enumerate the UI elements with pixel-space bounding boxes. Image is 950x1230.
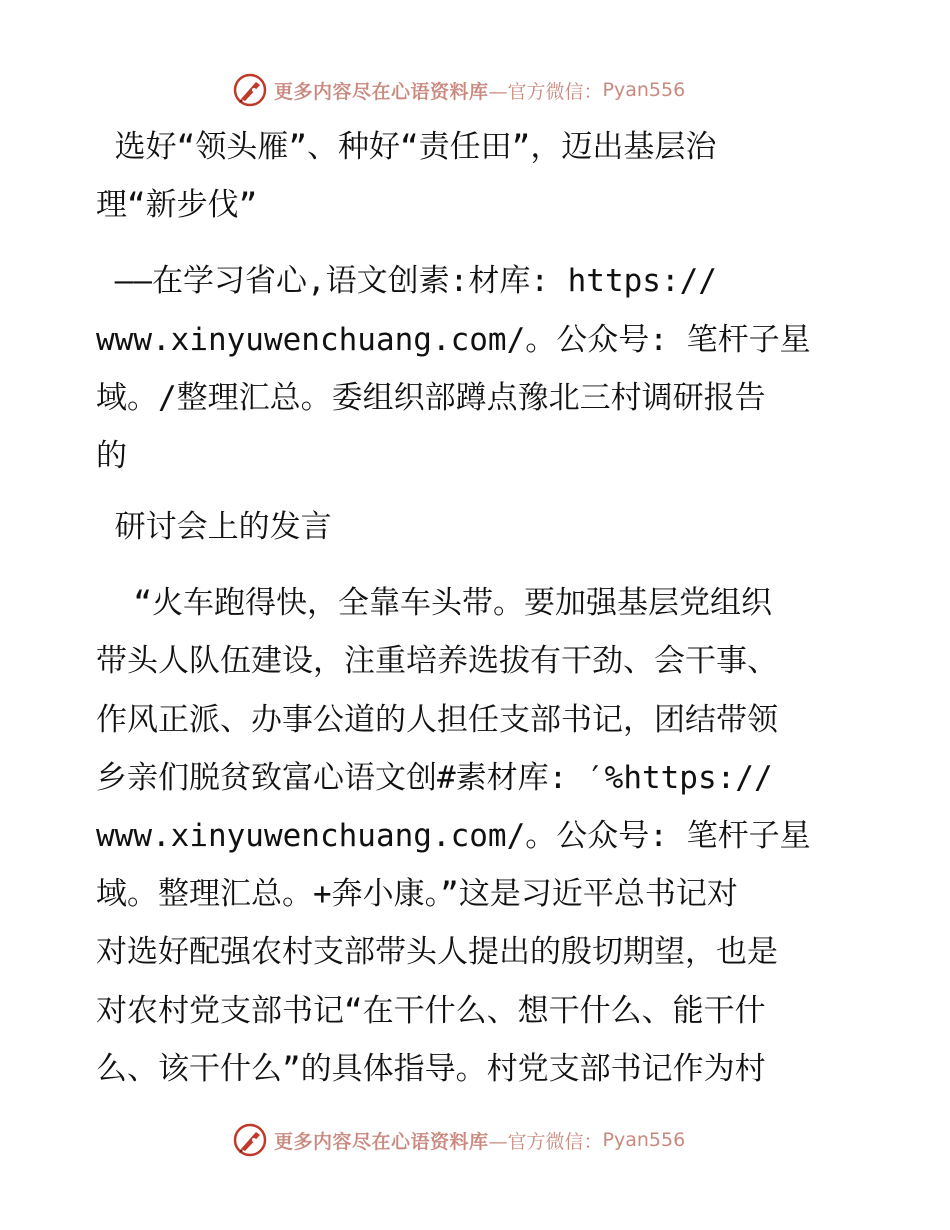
pen-logo-icon	[232, 72, 268, 108]
body-line: 对选好配强农村支部带头人提出的殷切期望，也是	[96, 934, 778, 970]
body-line: 选好“领头雁”、种好“责任田”，迈出基层治	[96, 129, 717, 165]
footer-banner	[232, 1120, 685, 1160]
body-line: 乡亲们脱贫致富心语文创#素材库: ′%https://	[96, 760, 773, 796]
body-line: 域。/整理汇总。委组织部蹲点豫北三村调研报告	[96, 380, 766, 416]
banner-separator: —官方微信：	[488, 1130, 603, 1153]
body-line: “火车跑得快，全靠车头带。要加强基层党组织	[96, 585, 772, 621]
header-banner	[232, 70, 685, 110]
body-line: 理“新步伐”	[96, 187, 258, 223]
pen-logo-icon	[232, 1122, 268, 1158]
body-line: 域。整理汇总。+奔小康。”这是习近平总书记对	[96, 876, 738, 912]
body-line: 作风正派、办事公道的人担任支部书记，团结带领	[96, 702, 778, 738]
body-line: 对农村党支部书记“在干什么、想干什么、能干什	[96, 993, 766, 1029]
banner-wechat-id: Pyan556	[602, 79, 686, 101]
banner-separator: —官方微信：	[488, 80, 603, 103]
body-line: 么、该干什么”的具体指导。村党支部书记作为村	[96, 1051, 766, 1087]
banner-site-text: 更多内容尽在心语资料库	[274, 1130, 489, 1153]
body-line: 带头人队伍建设，注重培养选拔有干劲、会干事、	[96, 643, 778, 679]
banner-wechat-id: Pyan556	[602, 1129, 686, 1151]
body-line: www.xinyuwenchuang.com/。公众号: 笔杆子星	[96, 818, 811, 854]
body-line: ——在学习省心,语文创素:材库: https://	[96, 263, 717, 299]
banner-site-text: 更多内容尽在心语资料库	[274, 80, 489, 103]
body-line: 研讨会上的发言	[96, 509, 332, 545]
body-line: 的	[96, 438, 127, 474]
body-line: www.xinyuwenchuang.com/。公众号: 笔杆子星	[96, 322, 811, 358]
